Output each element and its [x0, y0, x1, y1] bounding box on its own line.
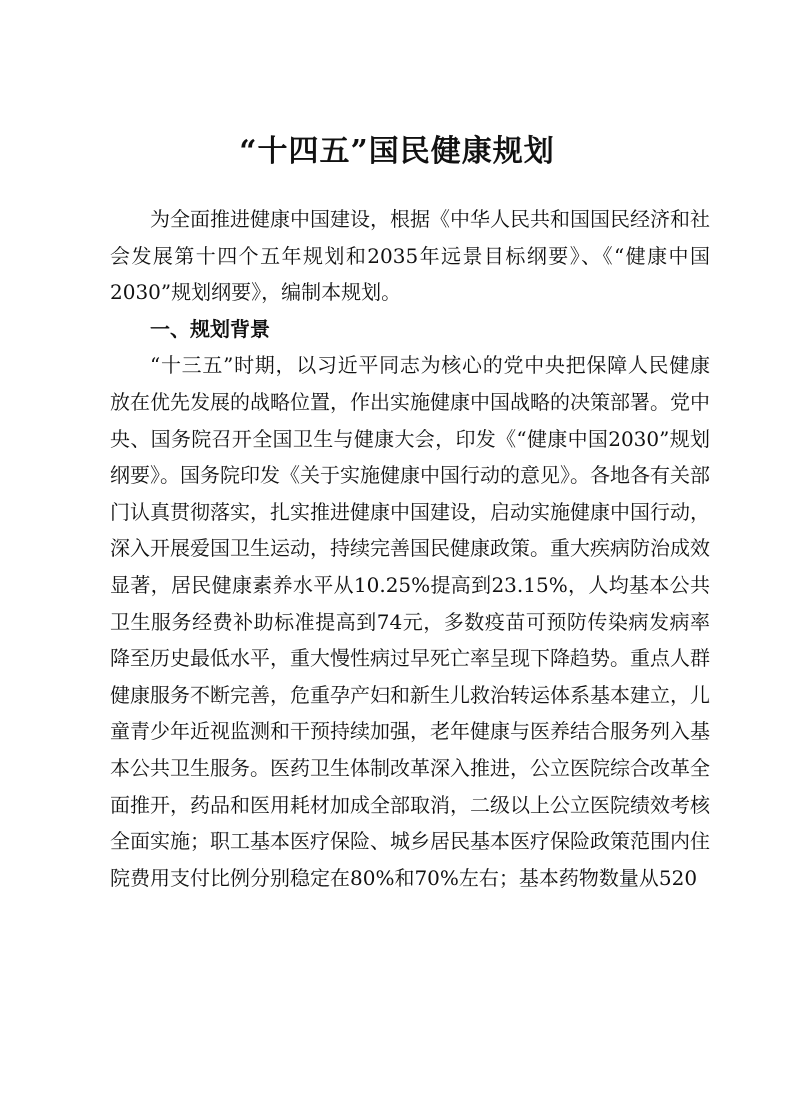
document-title: “十四五”国民健康规划 — [239, 134, 555, 169]
intro-paragraph: 为全面推进健康中国建设，根据《中华人民共和国国民经济和社会发展第十四个五年规划和2035年远景目标纲要》、《“健康中国2030”规划纲要》，编制本规划。 — [110, 207, 710, 305]
section-paragraph: “十三五”时期，以习近平同志为核心的党中央把保障人民健康放在优先发展的战略位置，作出实施健康中国战略的决策部署。党中央、国务院召开全国卫生与健康大会，印发《“健康中国2030”规划纲要》。国务院印发《关于实施健康中国行动的意见》。各地各有关部门认真贯彻落实，扎实推进健康中国建设，启动实施健康中国行动，深入开展爱国卫生运动，持续完善国民健康政策。重大疾病防治成效显著，居民健康素养水平从10.25%提高到23.15%，人均基本公共卫生服务经费补助标准提高到74元，多数疫苗可预防传染病发病率降至历史最低水平，重大慢性病过早死亡率呈现下降趋势。重点人群健康服务不断完善，危重孕产妇和新生儿救治转运体系基本建立，儿童青少年近视监测和干预持续加强，老年健康与医养结合服务列入基本公共卫生服务。医药卫生体制改革深入推进，公立医院综合改革全面推开，药品和医用耗材加成全部取消，二级以上公立医院绩效考核全面实施；职工基本医疗保险、城乡居民基本医疗保险政策范围内住院费用支付比例分别稳定在80%和70%左右；基本药物数量从520 — [110, 353, 710, 890]
section-heading: 一、规划背景 — [150, 316, 270, 341]
document-body — [110, 201, 710, 896]
